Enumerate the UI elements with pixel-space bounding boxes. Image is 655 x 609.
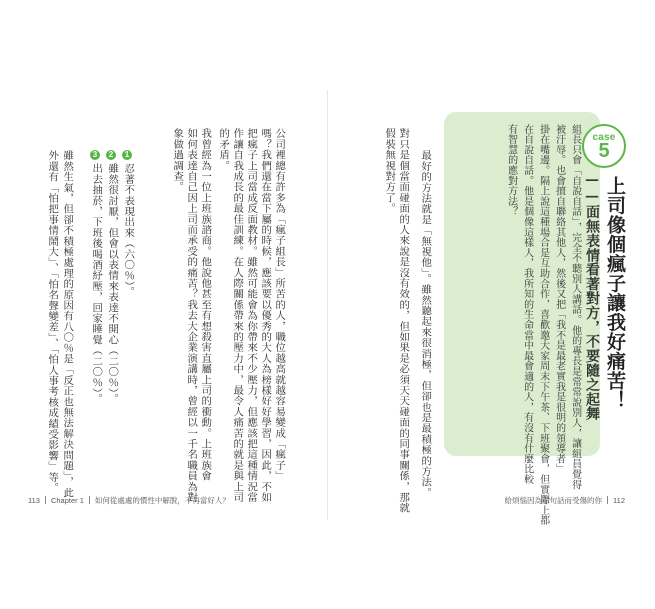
left-closing-col-2: 外還有「怕把事情鬧大」、「怕名聲變差」、「怕人事考核成績受影響」等。: [46, 150, 59, 493]
footer-title: 給煩惱因為那句話而受傷的你: [504, 496, 603, 505]
left-body-col-7: 如何表達自己因上司而承受的痛苦？我去大企業演講時，曾經以一千名職員為對: [185, 128, 198, 503]
page-number: 112: [613, 496, 625, 505]
chapter-label: Chapter 1: [50, 496, 84, 505]
footer-divider: [89, 496, 90, 504]
left-body-col-1: 公司裡總有許多為「瘋子組長」所苦的人，職位越高就越容易變成「瘋子」: [273, 128, 286, 482]
list-number-badge: 2: [106, 150, 116, 160]
chapter-title: 如何從處處的慣性中解脫，不再當好人？: [94, 496, 230, 505]
footer-divider: [45, 496, 46, 504]
left-body-col-4: 作讓自我成長的最佳訓練。在人際關係帶來的壓力中，最令人痛苦的就是與上司: [231, 128, 244, 503]
list-number-badge: 3: [90, 150, 100, 160]
case-title: 上司像個瘋子讓我好痛苦！: [604, 176, 626, 410]
box-col-2: 被汙辱。也會擅自聯絡其他人，然後又把「我不是最老實我是很明的領導者」: [553, 124, 565, 475]
footer-divider: [607, 496, 608, 504]
box-col-1: 組長只會「自說自話」，完全不聽別人講話。他的專長是常常說別人，讓組員覺得: [569, 124, 581, 490]
case-number: 5: [598, 140, 610, 162]
page-number: 113: [28, 496, 40, 505]
case-badge: [582, 124, 626, 168]
box-col-5: 有智慧的應對方法？: [505, 124, 517, 217]
list-item-text: 忍著不表現出來（六〇％）。: [122, 163, 135, 297]
left-body-col-3: 把瘋子上司當成反面教材。雖然可能會為你帶來不少壓力，但應該把這種情況當: [245, 128, 258, 503]
left-body-col-6: 我曾經為一位上班族諮商。他說他甚至有想殺害直屬上司的衝動。上班族會: [199, 128, 212, 482]
box-col-4: 在自說自話。他是個像這樣人，我所知的生命當中最會適的人，有沒有什麼比較: [521, 124, 533, 485]
left-page: [0, 0, 327, 609]
list-item-text: 雖然很討厭，但會以表情來表達不開心（二〇％）。: [106, 163, 119, 404]
case-label: case: [592, 132, 616, 143]
right-footer: [505, 495, 625, 506]
left-closing-col-1: 雖然生氣，但卻不積極處理的原因有八〇％是「反正也無法解決問題」，此: [61, 150, 74, 498]
right-body-col-1: 最好的方法就是「無視他」。雖然聽起來很消極，但卻也是最積極的方法。: [419, 150, 432, 498]
left-footer: [28, 495, 230, 506]
case-subtitle: ——面無表情看著對方，不要隨之起舞: [584, 172, 600, 421]
list-number-badge: 1: [122, 150, 132, 160]
list-item-text: 出去抽菸，下班後喝酒紓壓，回家睡覺（二〇％）。: [90, 163, 103, 404]
right-body-col-3: 假裝無視對方了。: [383, 128, 396, 214]
left-body-col-5: 的矛盾。: [217, 128, 230, 171]
left-body-col-2: 嗎？我們還在當下屬的時候，應該要以優秀的大人為榜樣好好學習，因此，不如: [259, 128, 272, 503]
right-body-col-2: 對只是個當面碰面的人來說是沒有效的，但如果是必須天天碰面的同事關係，那就: [397, 128, 410, 514]
box-col-3: 掛在嘴邊。隔上說這種場合是互助合作，喜歡邀大家周末下午茶、下班聚會，但實際上都: [537, 124, 549, 526]
left-body-col-8: 象做過調查。: [171, 128, 184, 193]
right-page: [328, 0, 655, 609]
